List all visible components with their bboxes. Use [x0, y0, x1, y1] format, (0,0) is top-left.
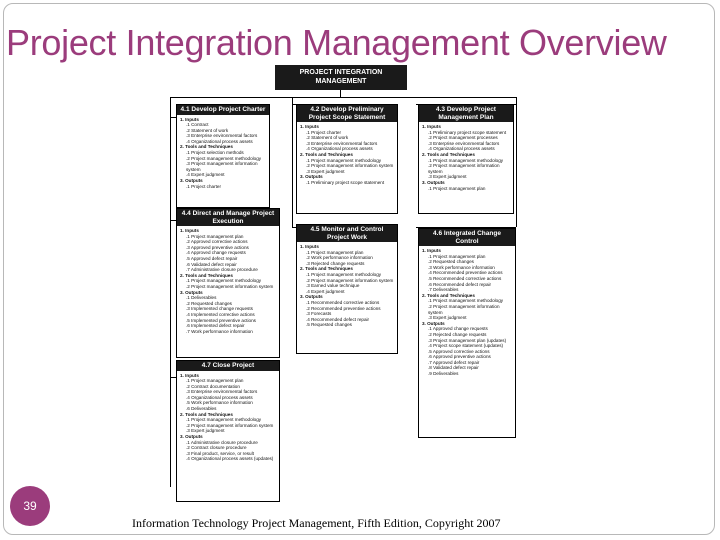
- process-item: .1 Project management plan: [186, 233, 244, 239]
- process-item: .2 Approved corrective actions: [186, 239, 248, 245]
- process-item: .3 Work performance information: [428, 264, 495, 270]
- process-item: .2 Contract closure procedure: [186, 445, 247, 451]
- process-item: .3 Enterprise environmental factors: [186, 133, 258, 139]
- process-item: .2 Statement of work: [306, 135, 349, 141]
- process-item: .1 Project management plan: [428, 185, 486, 191]
- process-item: .3 Project management information system: [186, 161, 258, 172]
- process-item: .2 Project management information system: [186, 422, 274, 428]
- process-item: .4 Expert judgment: [306, 288, 345, 294]
- process-item: .1 Project management methodology: [428, 157, 504, 163]
- process-section-label: 3. Outputs: [180, 178, 203, 184]
- process-item: .4 Recommended defect repair: [306, 316, 370, 322]
- process-item: .7 Administrative closure procedure: [186, 267, 258, 273]
- process-item: .2 Project management information system: [428, 303, 500, 315]
- process-integrated-change-control: [418, 228, 516, 438]
- process-item: .1 Project management plan: [428, 253, 486, 259]
- process-section-label: 2. Tools and Techniques: [180, 272, 233, 278]
- connector-right-vertical: [516, 97, 517, 227]
- process-item: .2 Project management information system: [306, 277, 394, 283]
- process-title: 4.7 Close Project: [177, 361, 279, 371]
- process-item: .1 Project management methodology: [306, 271, 382, 277]
- process-body: [297, 242, 397, 330]
- process-item: .2 Statement of work: [186, 127, 229, 133]
- process-title: 4.4 Direct and Manage Project Execution: [177, 209, 279, 226]
- process-body: [177, 371, 279, 465]
- process-title: 4.3 Develop Project Management Plan: [419, 105, 513, 122]
- process-item: .4 Organizational process assets: [186, 138, 253, 144]
- process-item: .2 Project management methodology: [186, 155, 262, 161]
- process-item: .4 Implemented corrective actions: [186, 311, 255, 317]
- process-item: .1 Project management methodology: [186, 417, 262, 423]
- process-item: .6 Deliverables: [186, 406, 217, 412]
- process-item: .6 Approved preventive actions: [428, 354, 491, 360]
- process-item: .2 Recommended preventive actions: [306, 305, 381, 311]
- process-title: 4.6 Integrated Change Control: [419, 229, 515, 246]
- process-item: .3 Project management plan (updates): [428, 337, 507, 343]
- process-item: .6 Implemented defect repair: [186, 323, 245, 329]
- process-item: .1 Project management plan: [186, 378, 244, 384]
- process-section-label: 1. Inputs: [300, 244, 319, 249]
- process-section-label: 1. Inputs: [180, 228, 199, 233]
- process-item: .6 Validated defect repair: [186, 261, 237, 267]
- process-body: [177, 115, 269, 192]
- process-item: .3 Expert judgment: [186, 428, 225, 434]
- process-item: .4 Recommended preventive actions: [428, 270, 503, 276]
- process-item: .4 Organizational process assets: [186, 394, 253, 400]
- process-section-label: 2. Tools and Techniques: [300, 266, 353, 272]
- process-body: [297, 122, 397, 188]
- process-item: .7 Approved defect repair: [428, 359, 480, 365]
- process-body: [419, 246, 515, 379]
- process-item: .1 Project management methodology: [186, 278, 262, 284]
- process-item: .6 Recommended defect repair: [428, 281, 492, 287]
- process-item: .2 Requested changes: [428, 259, 474, 265]
- process-item: .2 Rejected change requests: [428, 331, 487, 337]
- process-item: .1 Deliverables: [186, 295, 217, 301]
- process-section-label: 1. Inputs: [180, 372, 199, 378]
- process-close-project: [176, 360, 280, 502]
- process-item: .3 Forecasts: [306, 311, 332, 317]
- process-item: .1 Approved change requests: [428, 326, 488, 332]
- process-item: .1 Project management methodology: [306, 157, 382, 163]
- process-section-label: 3. Outputs: [300, 174, 323, 180]
- process-item: .2 Requested changes: [186, 300, 232, 306]
- process-item: .1 Preliminary project scope statement: [306, 179, 385, 185]
- process-section-label: 1. Inputs: [422, 248, 441, 253]
- process-section-label: 3. Outputs: [180, 289, 203, 295]
- process-item: .3 Earned value technique: [306, 283, 360, 289]
- process-item: .3 Rejected change requests: [306, 260, 365, 266]
- process-item: .3 Enterprise environmental factors: [306, 140, 378, 146]
- process-item: .4 Organizational process assets (updates): [186, 456, 274, 462]
- process-item: .1 Project management plan: [306, 249, 364, 255]
- process-direct-manage-execution: [176, 208, 280, 358]
- process-item: .1 Project management methodology: [428, 298, 504, 304]
- process-item: .1 Project charter: [186, 183, 221, 189]
- connector-root-down: [340, 90, 341, 97]
- process-section-label: 1. Inputs: [300, 124, 319, 129]
- process-item: .9 Deliverables: [428, 371, 459, 377]
- process-item: .4 Approved change requests: [186, 250, 246, 256]
- process-item: .3 Expert judgment: [306, 168, 345, 174]
- process-item: .3 Enterprise environmental factors: [186, 389, 258, 395]
- process-item: .1 Contract: [186, 122, 209, 128]
- process-item: .5 Recommended corrective actions: [428, 275, 502, 281]
- process-monitor-control-work: [296, 224, 398, 354]
- process-item: .1 Preliminary project scope statement: [428, 129, 507, 135]
- process-item: .2 Work performance information: [306, 255, 373, 261]
- process-section-label: 2. Tools and Techniques: [422, 292, 475, 298]
- process-item: .1 Project selection methods: [186, 150, 244, 156]
- process-section-label: 3. Outputs: [300, 294, 323, 300]
- process-section-label: 2. Tools and Techniques: [300, 151, 353, 157]
- process-section-label: 3. Outputs: [180, 434, 203, 440]
- process-section-label: 3. Outputs: [422, 179, 445, 185]
- process-item: .2 Project management information system: [306, 163, 394, 169]
- process-item: .4 Project scope statement (updates): [428, 343, 504, 349]
- process-section-label: 2. Tools and Techniques: [422, 151, 475, 157]
- process-item: .2 Project management information system: [428, 163, 500, 174]
- process-item: .5 Implemented preventive actions: [186, 317, 256, 323]
- process-body: [419, 122, 513, 193]
- process-item: .3 Approved preventive actions: [186, 244, 249, 250]
- root-process-group: PROJECT INTEGRATION MANAGEMENT: [275, 65, 407, 90]
- process-item: .8 Validated defect repair: [428, 365, 479, 371]
- process-title: 4.2 Develop Preliminary Project Scope Statement: [297, 105, 397, 122]
- process-item: .4 Organizational process assets: [428, 146, 495, 152]
- process-title: 4.1 Develop Project Charter: [177, 105, 269, 115]
- page-number-badge: 39: [10, 486, 50, 526]
- process-item: .3 Final product, service, or result: [186, 450, 254, 456]
- process-develop-preliminary-scope: [296, 104, 398, 214]
- process-develop-project-charter: [176, 104, 270, 208]
- integration-management-diagram: [168, 62, 528, 524]
- connector-middle-vertical: [292, 97, 293, 227]
- process-item: .5 Work performance information: [186, 400, 253, 406]
- process-title: 4.5 Monitor and Control Project Work: [297, 225, 397, 242]
- process-develop-pm-plan: [418, 104, 514, 214]
- slide-title: Project Integration Management Overview: [6, 22, 667, 63]
- process-item: .7 Work performance information: [186, 328, 253, 334]
- process-section-label: 2. Tools and Techniques: [180, 144, 233, 150]
- process-item: .3 Implemented change requests: [186, 306, 253, 312]
- process-body: [177, 226, 279, 336]
- process-item: .3 Enterprise environmental factors: [428, 140, 500, 146]
- process-item: .3 Expert judgment: [428, 174, 467, 180]
- process-item: .1 Administrative closure procedure: [186, 439, 258, 445]
- process-item: .5 Approved defect repair: [186, 255, 238, 261]
- process-item: .5 Requested changes: [306, 322, 352, 328]
- process-item: .4 Expert judgment: [186, 172, 225, 178]
- process-item: .7 Deliverables: [428, 287, 459, 293]
- process-item: .2 Project management processes: [428, 135, 498, 141]
- process-item: .2 Project management information system: [186, 283, 274, 289]
- connector-left-vertical: [170, 97, 171, 487]
- process-section-label: 2. Tools and Techniques: [180, 411, 233, 417]
- connector-top-horizontal: [170, 97, 516, 98]
- process-section-label: 1. Inputs: [180, 116, 199, 122]
- process-item: .1 Recommended corrective actions: [306, 299, 380, 305]
- process-item: .2 Contract documentation: [186, 383, 240, 389]
- process-item: .5 Approved corrective actions: [428, 348, 490, 354]
- process-item: .1 Project charter: [306, 129, 341, 135]
- footer-citation: Information Technology Project Management, Fifth Edition, Copyright 2007: [132, 516, 501, 530]
- process-item: .4 Organizational process assets: [306, 146, 373, 152]
- process-item: .3 Expert judgment: [428, 315, 467, 321]
- process-section-label: 1. Inputs: [422, 124, 441, 129]
- process-section-label: 3. Outputs: [422, 320, 445, 326]
